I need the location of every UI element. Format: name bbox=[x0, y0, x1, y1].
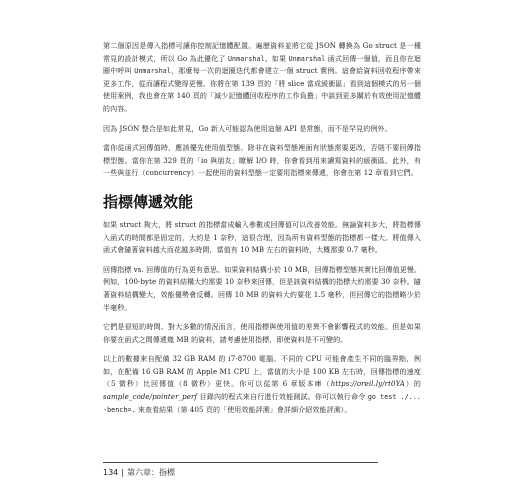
code-path: sample_code/pointer_perf bbox=[103, 393, 198, 402]
page-number: 134 bbox=[103, 468, 119, 477]
code-unmarshal: Unmarshal bbox=[134, 67, 171, 76]
repo-link[interactable]: https://oreil.ly/rt0YA bbox=[330, 380, 405, 389]
paragraph-benchmark: 以上的數據來自配備 32 GB RAM 的 i7-8700 電腦。不同的 CPU 可能會產生不同的臨界點，例如，在配備 16 GB RAM 的 Apple M1 CPU 上，當值的大小是 100 KB 左右時，回傳指標的速度（5 微秒）比回傳值（8 微秒）更快。你可以從第 6 章版本庫（https://oreil.ly/rt0YA）的 sample_code/pointer_perf 目錄內的程式來自行進行效能測試。你可以執行命令 go test ./... -bench=. 來查看結果（第 405 頁的「使用效能評測」會詳細介紹效能評測）。 bbox=[103, 355, 422, 414]
paragraph-return-performance: 回傳指標 vs. 回傳值的行為更有意思。如果資料結構小於 10 MB，回傳指標型態其實比回傳值更慢。例如，100-byte 的資料結構大約需要 10 奈秒來回傳，但是該資料結構的指標大約需要 30 奈秒。隨著資料結構變大，效能優勢會反轉。回傳 10 MB 的資料大約要花 1.5 毫秒，但回傳它的指標略少於半毫秒。 bbox=[103, 265, 421, 312]
paragraph-pass-performance: 如果 struct 夠大，將 struct 的指標當成輸入參數或回傳值可以改善效能。無論資料多大，將指標傳入函式的時間都是固定的，大約是 1 奈秒，這很合理，因為所有資料型態的指標都一樣大。將值傳入函式會隨著資料越大而花越多時間，當值有 10 MB 左右的資料時，大概需要 0.7 毫秒。 bbox=[103, 220, 421, 255]
paragraph-json-note: 因為 JSON 整合是如此常見，Go 新人可能認為使用這個 API 是常態，而不是罕見的例外。 bbox=[103, 124, 392, 133]
footer-separator: | bbox=[121, 468, 124, 477]
footer-rule bbox=[103, 462, 378, 463]
page-footer bbox=[103, 462, 403, 478]
chapter-title: 第六章：指標 bbox=[126, 468, 175, 477]
section-heading: 指標傳遞效能 bbox=[103, 192, 194, 211]
code-unmarshal: Unmarshal bbox=[288, 54, 326, 63]
code-command: go test ./... -bench=. bbox=[103, 393, 421, 414]
paragraph-short-times: 它們是很短的時間。對大多數的情況而言，使用指標與使用值的差異不會影響程式的效能。但是如果你要在函式之間傳遞幾 MB 的資料，請考慮使用指標，即使資料是不可變的。 bbox=[103, 323, 421, 344]
page-body bbox=[103, 40, 421, 423]
paragraph-unmarshal: 第二個原因是傳入指標可讓你控制記憶體配置。遍歷資料並將它從 JSON 轉換為 Go struct 是一種常見的設計模式，所以 Go 為此優化了 Unmarshal。如果 Unmarshal 函式回傳一個值，而且你在迴圈中呼叫 Unmarshal，那麼每一次的迴圈迭代都會建立一個 struct 實例。這會給資料回收程序帶來更多工作，從而讓程式變得更慢。你將在第 139 頁的「將 slice 當成緩衝區」看到這個模式的另一個使用案例，我也會在第 140 頁的「減少記憶體回收程序的工作負擔」中談到更多關於有效使用記憶體的內容。 bbox=[103, 42, 422, 113]
code-unmarshal: Unmarshal bbox=[227, 54, 265, 63]
paragraph-return-values: 當你從函式回傳值時，應該優先使用值型態。除非在資料型態裡面有狀態需要更改，否則不要回傳指標型態。當你在第 329 頁的「io 與朋友」瞭解 I/O 時，你會看到用來讀寫資料的緩衝區。此外，有一些與並行（concurrency）一起使用的資料型態一定要用指標來傳遞，你會在第 12 章看到它們。 bbox=[103, 144, 421, 178]
